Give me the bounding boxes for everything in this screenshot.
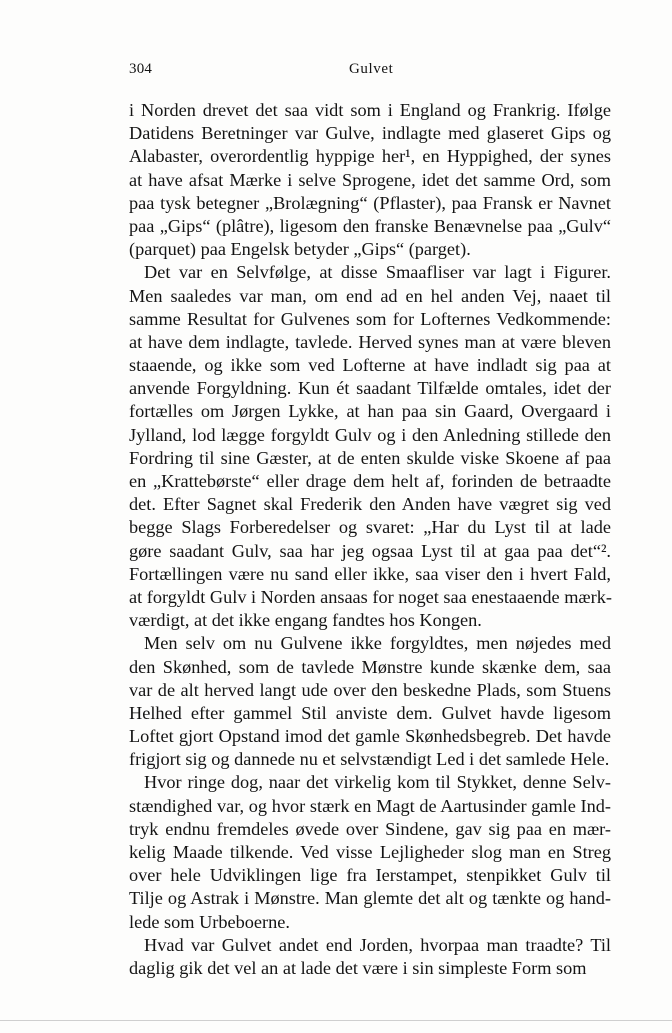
text-line: begge Slags Forberedelser og svaret: „Har du Lyst til at lade [129,517,611,538]
text-line: Det var en Selvfølge, at disse Smaafliser var lagt i Figurer. [144,262,611,283]
body-text [129,99,611,980]
text-line: anvende Forgyldning. Kun ét saadant Tilfælde omtales, idet der [129,378,611,399]
text-line: paa tysk betegner „Brolægning“ (Pflaster), paa Fransk er Navnet [129,192,611,213]
text-line: det. Efter Sagnet skal Frederik den Anden have vægret sig ved [129,494,611,515]
text-line: den Skønhed, som de tavlede Mønstre kunde skænke dem, saa [129,656,611,677]
text-line: samme Resultat for Gulvenes som for Lofternes Vedkommende: [129,308,611,329]
text-line: over hele Udviklingen lige fra Ierstampet, stenpikket Gulv til [129,865,611,886]
page-bottom-edge [0,1020,672,1021]
text-line: en „Krattebørste“ eller drage dem helt af, forinden de betraadte [129,471,611,491]
text-line: paa „Gips“ (plâtre), ligesom den franske Benævnelse paa „Gulv“ [129,215,611,236]
paragraph [129,99,611,261]
text-line: (parquet) paa Engelsk betyder „Gips“ (parget). [129,239,471,260]
text-line: at forgyldt Gulv i Norden ansaas for noget saa enestaaende mærk- [129,586,612,607]
text-line: Men selv om nu Gulvene ikke forgyldtes, men nøjedes med [144,633,611,654]
text-line: Fordring til sine Gæster, at de enten skulde viske Skoene af paa [129,447,611,468]
text-line: Helhed efter gammel Stil anviste dem. Gulvet havde ligesom [129,702,611,723]
text-line: Tilje og Astrak i Mønstre. Man glemte det alt og tænkte og hand- [129,888,611,909]
text-line: staaende, og ikke som ved Lofterne at have indladt sig paa at [129,355,611,376]
text-line: Fortællingen være nu sand eller ikke, saa viser den i hvert Fald, [129,563,611,584]
text-line: lede som Urbeboerne. [129,911,290,932]
text-line: stændighed var, og hvor stærk en Magt de Aartusinder gamle Ind- [129,795,611,816]
paragraph [129,632,611,771]
text-line: kelig Maade tilkende. Ved visse Lejligheder slog man en Streg [129,842,611,862]
text-line: Hvad var Gulvet andet end Jorden, hvorpaa man traadte? Til [144,934,611,955]
text-line: at have afsat Mærke i selve Sprogene, idet det samme Ord, som [129,169,611,190]
text-line: gøre saadant Gulv, saa har jeg ogsaa Lyst til at gaa paa det“². [129,540,611,561]
text-line: i Norden drevet det saa vidt som i England og Frankrig. Ifølge [129,100,611,120]
running-head: Gulvet [349,61,394,77]
text-line: Loftet gjort Opstand imod det gamle Skønhedsbegreb. Det havde [129,726,611,747]
paragraph [129,771,611,933]
text-line: Datidens Beretninger var Gulve, indlagte med glaseret Gips og [129,123,611,144]
page-number: 304 [129,61,153,77]
text-line: Hvor ringe dog, naar det virkelig kom til Stykket, denne Selv- [144,772,611,793]
text-line: at have dem indlagte, tavlede. Herved synes man at være bleven [129,331,611,352]
text-line: Jylland, lod lægge forgyldt Gulv og i den Anledning stillede den [129,424,611,445]
text-line: frigjort sig og dannede nu et selvstændigt Led i det samlede Hele. [129,749,610,770]
text-line: var de alt herved langt ude over den beskedne Plads, som Stuens [129,679,611,700]
paragraph [129,934,611,980]
text-line: Men saaledes var man, om end ad en hel anden Vej, naaet til [129,285,611,306]
text-line: tryk endnu fremdeles øvede over Sindene, gav sig paa en mær- [129,818,611,839]
text-line: Alabaster, overordentlig hyppige her¹, en Hyppighed, der synes [129,146,611,167]
text-line: daglig gik det vel an at lade det være i sin simpleste Form som [129,957,587,978]
paragraph [129,261,611,632]
text-line: fortælles om Jørgen Lykke, at han paa sin Gaard, Overgaard i [129,401,611,422]
text-line: værdigt, at det ikke engang fandtes hos Kongen. [129,610,482,631]
